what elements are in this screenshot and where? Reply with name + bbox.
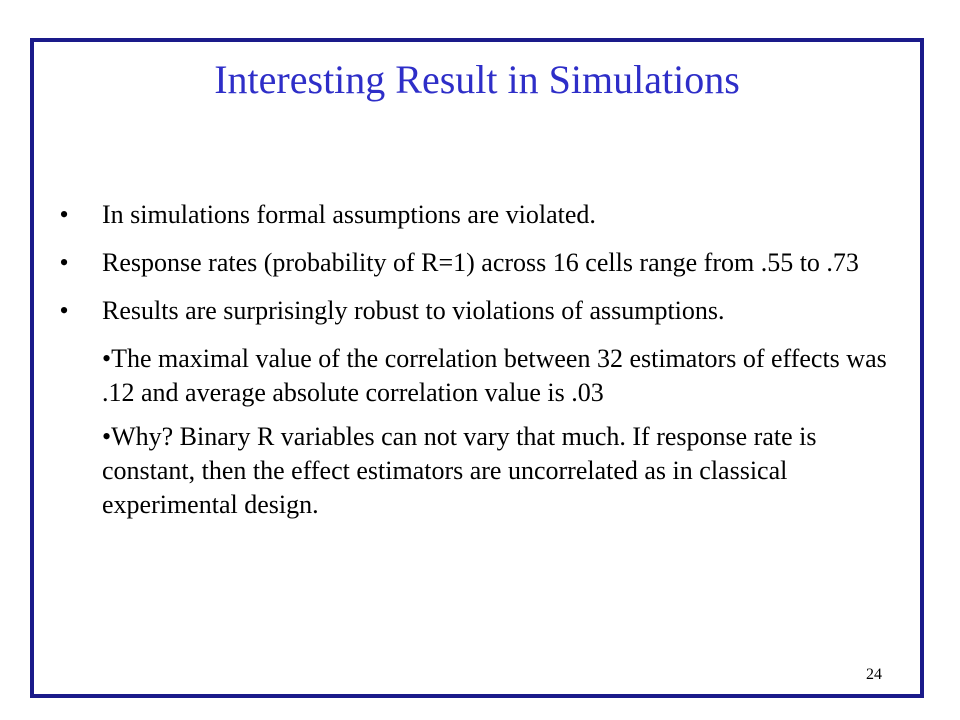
slide-title: Interesting Result in Simulations	[214, 57, 740, 102]
bullet-text: Results are surprisingly robust to violations of assumptions.	[102, 296, 725, 325]
sub-bullet-text: •Why? Binary R variables can not vary that much. If response rate is constant, then the effect estimators are uncorrelated as in classical experimental design.	[102, 422, 817, 519]
bullet-item	[54, 246, 904, 280]
slide-frame	[30, 38, 924, 698]
sub-bullet-text: •The maximal value of the correlation between 32 estimators of effects was .12 and average absolute correlation value is .03	[102, 344, 887, 407]
bullet-list	[54, 198, 904, 532]
bullet-marker: •	[59, 248, 69, 277]
bullet-text: In simulations formal assumptions are violated.	[102, 200, 596, 229]
bullet-item	[54, 198, 904, 232]
bullet-marker: •	[59, 200, 69, 229]
bullet-text: Response rates (probability of R=1) across 16 cells range from .55 to .73	[102, 248, 859, 277]
bullet-marker: •	[59, 296, 69, 325]
sub-bullet-item	[54, 420, 904, 522]
bullet-item	[54, 294, 904, 328]
sub-bullet-item	[54, 342, 904, 410]
page-number: 24	[866, 666, 882, 683]
